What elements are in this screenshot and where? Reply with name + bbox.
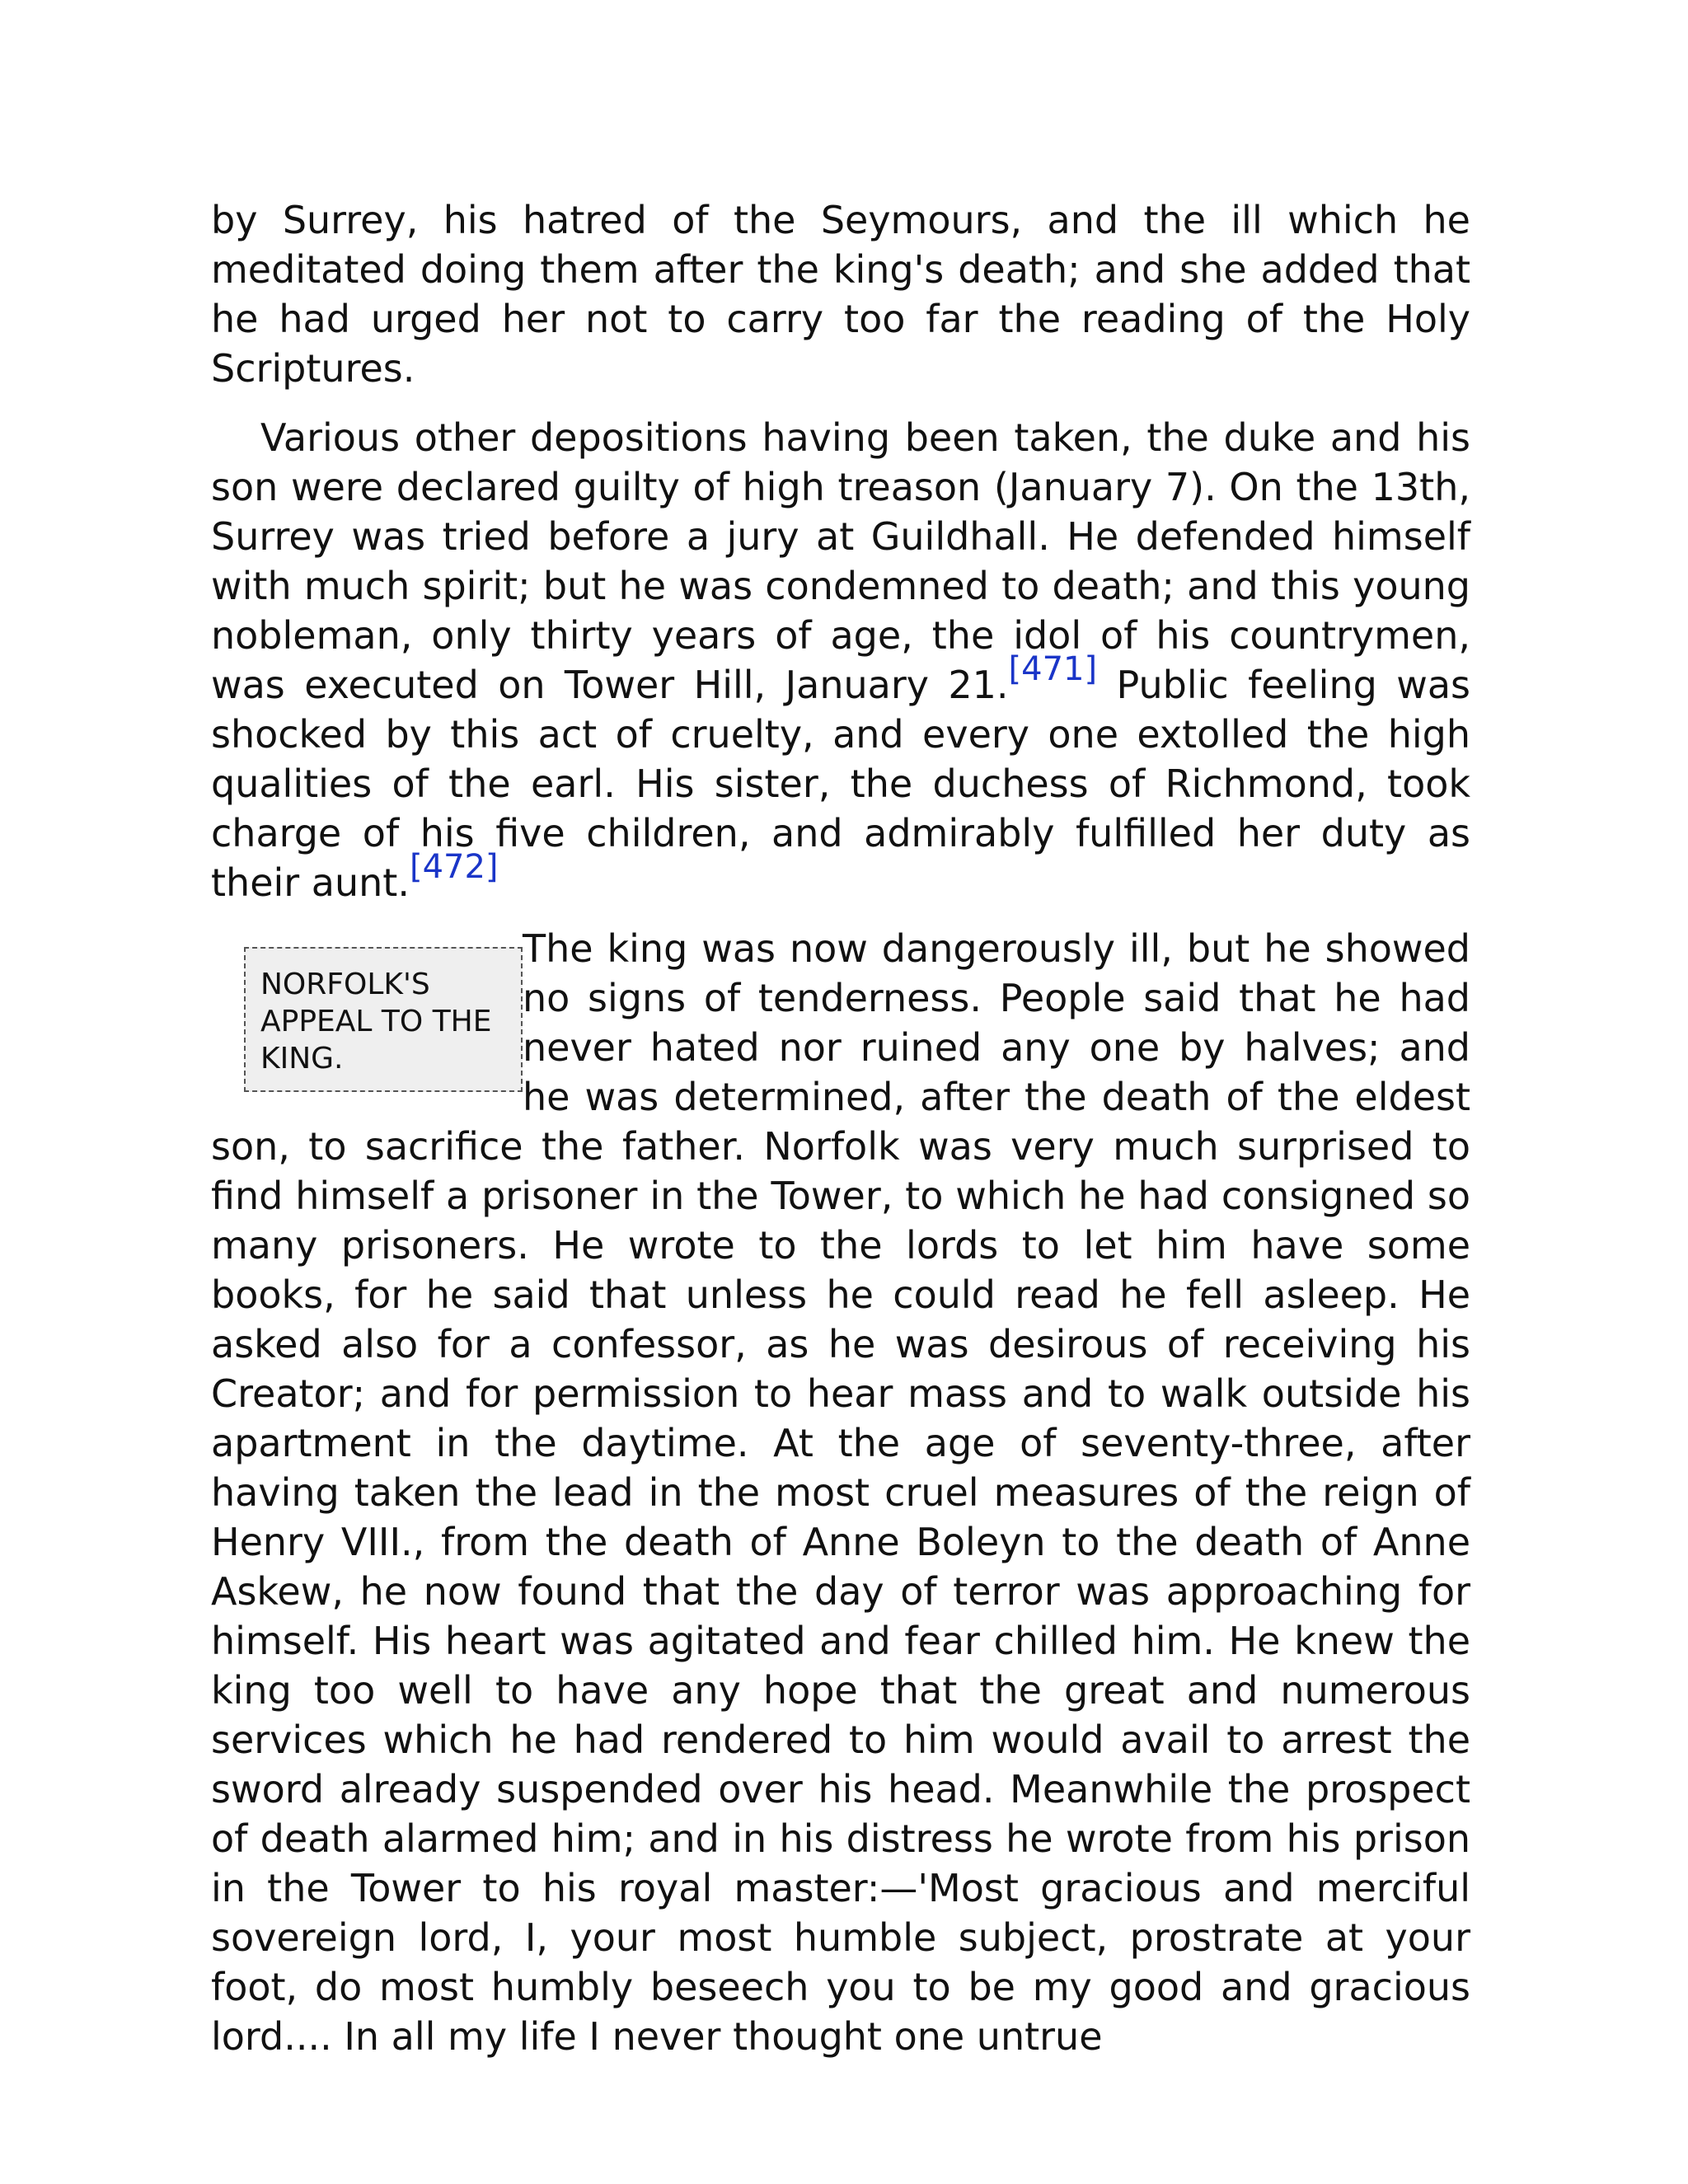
paragraph-text: Various other depositions having been taken, the duke and his son were declared guilty of high treason (January 7). On the 13th, Surrey was tried before a jury at Guildhall. He defended himself with much spirit; but he was condemned to death; and this young nobleman, only thirty years of age, the idol of his countrymen, was executed on Tower Hill, January 21. [211,415,1470,707]
paragraph-text: Public feeling was shocked by this act of cruelty, and every one extolled the high qualities of the earl. His sister, the duchess of Richmond, took charge of his five children, and admirably fulfilled her duty as their aunt. [211,663,1470,905]
footnote-link-472[interactable]: [472] [409,848,499,886]
paragraph [211,924,1470,2061]
sidenote: NORFOLK'S APPEAL TO THE KING. [244,947,523,1092]
paragraph [211,195,1470,393]
page-body [211,195,1470,2061]
paragraph-text: The king was now dangerously ill, but he showed no signs of tenderness. People said that he had never hated nor ruined any one by halves; and he was determined, after the death of the eldest son, to sacrifice the father. Norfolk was very much surprised to find himself a prisoner in the Tower, to which he had consigned so many prisoners. He wrote to the lords to let him have some books, for he said that unless he could read he fell asleep. He asked also for a confessor, as he was desirous of receiving his Creator; and for permission to hear mass and to walk outside his apartment in the daytime. At the age of seventy-three, after having taken the lead in the most cruel measures of the reign of Henry VIII., from the death of Anne Boleyn to the death of Anne Askew, he now found that the day of terror was approaching for himself. His heart was agitated and fear chilled him. He knew the king too well to have any hope that the great and numerous services which he had rendered to him would avail to arrest the sword already suspended over his head. Meanwhile the prospect of death alarmed him; and in his distress he wrote from his prison in the Tower to his royal master:—'Most gracious and merciful sovereign lord, I, your most humble subject, prostrate at your foot, do most humbly beseech you to be my good and gracious lord.... In all my life I never thought one untrue [211,926,1470,2059]
footnote-link-471[interactable]: [471] [1008,650,1098,688]
paragraph-text: by Surrey, his hatred of the Seymours, and the ill which he meditated doing them after the king's death; and she added that he had urged her not to carry too far the reading of the Holy Scriptures. [211,198,1470,391]
paragraph [211,413,1470,907]
